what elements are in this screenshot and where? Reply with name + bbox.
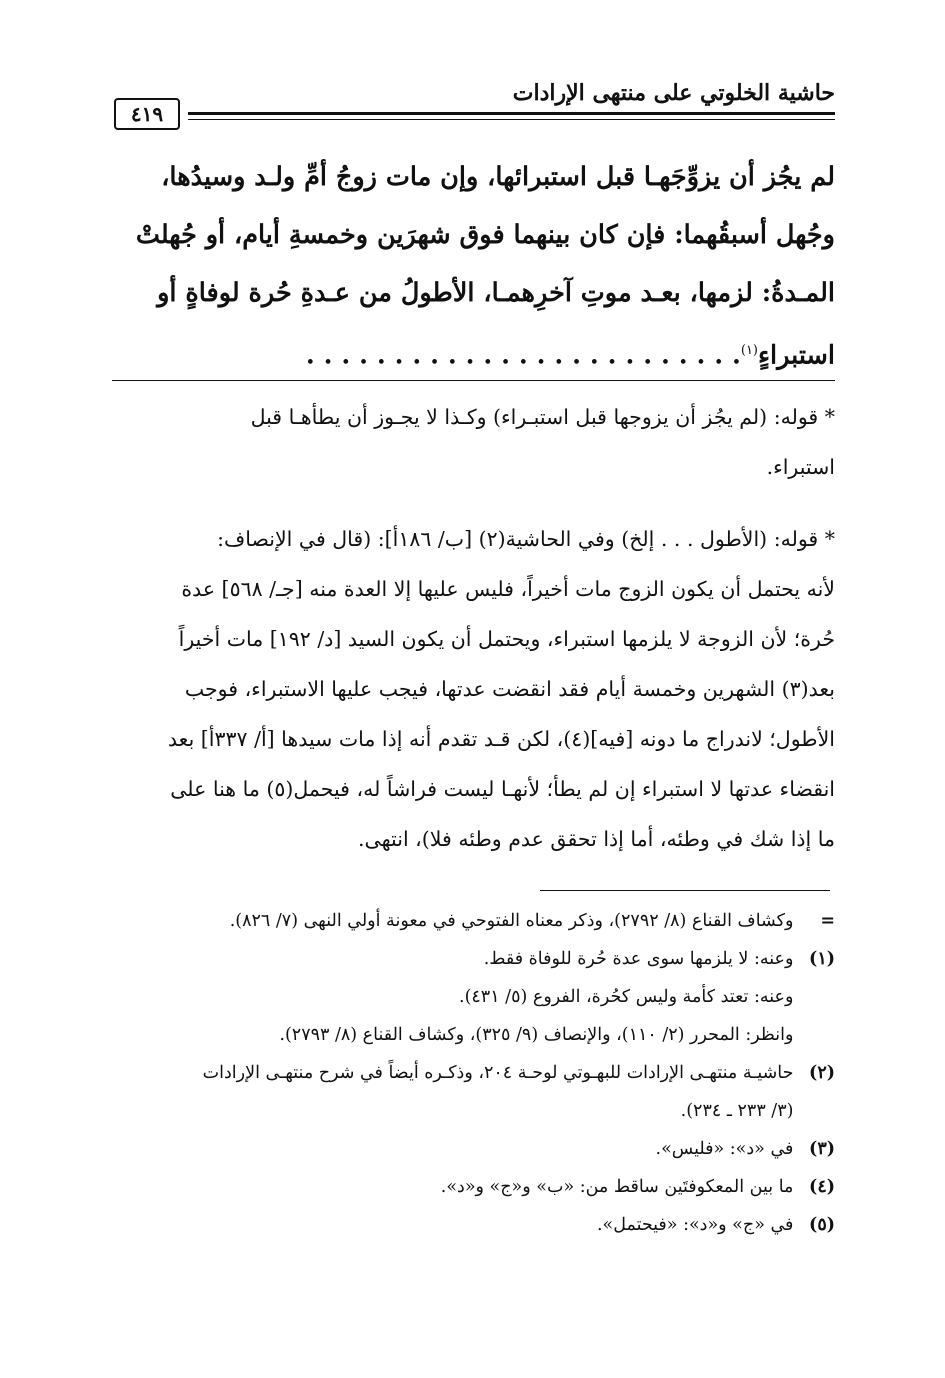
- section-divider: [112, 380, 835, 381]
- main-text-last-line: [112, 322, 835, 385]
- footnote-number: (٥): [809, 1215, 835, 1235]
- commentary-line: استبراء.: [766, 455, 835, 479]
- footnote-5: [112, 1206, 835, 1244]
- commentary: [112, 392, 835, 864]
- commentary-line: الأطول؛ لاندراج ما دونه [فيه](٤)، لكن قـد تقدم أنه إذا مات سيدها [أ/ ٣٣٧أ] بعد: [167, 727, 835, 751]
- footnote-text: (٣/ ٢٣٣ ـ ٢٣٤).: [680, 1101, 794, 1121]
- commentary-line: بعد(٣) الشهرين وخمسة أيام فقد انقضت عدتها، فيجب عليها الاستبراء، فوجب: [184, 677, 835, 701]
- main-text: [112, 148, 835, 385]
- page-number: ٤١٩: [114, 98, 180, 130]
- commentary-line: * قوله: (لم يجُز أن يزوجها قبل استبـراء) وكـذا لا يجـوز أن يطأهـا قبل: [250, 405, 835, 429]
- commentary-line: * قوله: (الأطول . . . إلخ) وفي الحاشية(٢) [ب/ ١٨٦أ]: (قال في الإنصاف:: [217, 527, 835, 551]
- footnote-text: في «د»: «فليس».: [655, 1139, 794, 1159]
- main-text-line: المـدةُ: لزمها، بعـد موتِ آخرِهمـا، الأطولُ من عـدةِ حُرة لوفاةٍ أو: [157, 278, 835, 308]
- running-title: حاشية الخلوتي على منتهى الإرادات: [512, 80, 835, 106]
- footnote-2-cont: [112, 1092, 835, 1130]
- footnote-text: حاشيـة منتهـى الإرادات للبهـوتي لوحـة ٢٠٤، وذكـره أيضاً في شرح منتهـى الإرادات: [202, 1063, 794, 1083]
- footnote-2: [112, 1054, 835, 1092]
- commentary-line: لأنه يحتمل أن يكون الزوج مات أخيراً، فليس عليها إلا العدة منه [جـ/ ٥٦٨] عدة: [181, 577, 835, 601]
- main-text-line: وجُهل أسبقُهما: فإن كان بينهما فوق شهرَين وخمسةِ أيام، أو جُهلتْ: [135, 220, 835, 250]
- page-header: [112, 78, 835, 126]
- footnote-1-cont: [112, 978, 835, 1016]
- footnote-text: وانظر: المحرر (٢/ ١١٠)، والإنصاف (٩/ ٣٢٥)، وكشاف القناع (٨/ ٢٧٩٣).: [279, 1025, 794, 1045]
- footnote-text: ما بين المعكوفتَين ساقط من: «ب» و«ج» و«د».: [440, 1177, 794, 1197]
- commentary-line: ما إذا شك في وطئه، أما إذا تحقق عدم وطئه فلا)، انتهى.: [358, 827, 835, 851]
- main-text-line: استبراءٍ: [758, 340, 835, 371]
- footnotes: [112, 902, 835, 1244]
- footnote-text: وعنه: تعتد كأمة وليس كحُرة، الفروع (٥/ ٤٣١).: [459, 987, 794, 1007]
- footnote-continuation: [112, 902, 835, 940]
- footnote-4: [112, 1168, 835, 1206]
- footnote-text: وكشاف القناع (٨/ ٢٧٩٢)، وذكر معناه الفتوحي في معونة أولي النهى (٧/ ٨٢٦).: [229, 911, 794, 931]
- footnote-1: [112, 940, 835, 978]
- footnote-3: [112, 1130, 835, 1168]
- footnote-text: وعنه: لا يلزمها سوى عدة حُرة للوفاة فقط.: [483, 949, 794, 969]
- paragraph-gap: [112, 492, 835, 514]
- footnote-ref: (١): [740, 343, 758, 358]
- dot-leader: . . . . . . . . . . . . . . . . . . . . . . . . .: [305, 340, 741, 371]
- footnote-number: (١): [809, 949, 835, 969]
- footnote-number: (٢): [809, 1063, 835, 1083]
- footnote-number: (٣): [809, 1139, 835, 1159]
- footnote-text: في «ج» و«د»: «فيحتمل».: [596, 1215, 794, 1235]
- commentary-line: حُرة؛ لأن الزوجة لا يلزمها استبراء، ويحتمل أن يكون السيد [د/ ١٩٢] مات أخيراً: [178, 627, 835, 651]
- commentary-line: انقضاء عدتها لا استبراء إن لم يطأ؛ لأنهـا ليست فراشاً له، فيحمل(٥) ما هنا على: [170, 777, 835, 801]
- continuation-mark: =: [820, 911, 835, 931]
- footnote-1-cont: [112, 1016, 835, 1054]
- footnote-number: (٤): [809, 1177, 835, 1197]
- header-rule: [188, 112, 835, 120]
- footnote-divider: [540, 890, 830, 891]
- main-text-line: لم يجُز أن يزوِّجَهـا قبل استبرائها، وإن مات زوجُ أمِّ ولـد وسيدُها،: [161, 162, 835, 192]
